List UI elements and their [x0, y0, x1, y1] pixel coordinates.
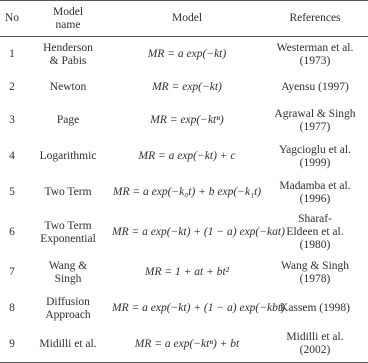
table-row: [0, 175, 368, 211]
header-no: No: [0, 1, 24, 37]
reference: Westerman et al. (1973): [276, 41, 354, 67]
row-number: 3: [9, 114, 15, 126]
model-name: Logarithmic: [39, 150, 97, 162]
table-row: [0, 73, 368, 103]
table-row: [0, 37, 368, 73]
row-number: 8: [9, 302, 15, 314]
model-equation: MR = a exp(−kt) + (1 − a) exp(−kbt): [112, 302, 285, 314]
model-equation: MR = exp(−kt): [152, 81, 222, 93]
model-name: Newton: [49, 81, 87, 93]
reference: Wang & Singh (1978): [280, 259, 350, 285]
row-number: 7: [9, 266, 15, 278]
header-model: Model: [112, 1, 262, 37]
table-row: [0, 327, 368, 363]
header-references: References: [262, 1, 368, 37]
row-number: 6: [9, 226, 15, 238]
model-name: Midilli et al.: [24, 327, 112, 363]
row-number: 2: [9, 81, 15, 93]
model-equation: MR = a exp(−kt): [147, 48, 227, 61]
model-name: Diffusion Approach: [45, 295, 91, 321]
table-row: [0, 103, 368, 139]
model-name: Two Term Exponential: [40, 219, 96, 245]
row-number: 1: [9, 48, 15, 61]
row-number: 5: [9, 186, 15, 198]
model-equation: MR = a exp(−kt) + c: [138, 150, 236, 162]
model-name: Page: [56, 114, 80, 126]
header-model-name: Model name: [24, 1, 112, 37]
reference: Midilli et al. (2002): [262, 327, 368, 363]
reference: Yagcioglu et al. (1999): [279, 143, 351, 169]
model-equation: MR = a exp(−k₀t) + b exp(−k₁t): [112, 186, 262, 198]
reference: Sharaf- Eldeen et al. (1980): [286, 213, 344, 251]
row-number: 9: [0, 327, 24, 363]
row-number: 4: [9, 150, 15, 162]
reference: Ayensu (1997): [281, 81, 349, 93]
table-row: [0, 211, 368, 255]
reference: Kassem (1998): [280, 302, 350, 314]
model-name: Wang & Singh: [48, 259, 88, 285]
reference: Madamba et al. (1996): [279, 179, 351, 205]
model-name: Two Term: [44, 186, 92, 198]
table-row: [0, 291, 368, 327]
model-equation: MR = a exp(−ktⁿ) + bt: [112, 327, 262, 363]
table-row: [0, 255, 368, 291]
reference: Agrawal & Singh (1977): [274, 107, 356, 133]
model-equation: MR = 1 + at + bt²: [144, 266, 230, 278]
model-name: Henderson & Pabis: [43, 41, 93, 67]
model-equation: MR = a exp(−kt) + (1 − a) exp(−kat): [112, 226, 285, 238]
header-row: [0, 1, 368, 37]
table-row: [0, 139, 368, 175]
model-equation: MR = exp(−ktⁿ): [150, 114, 224, 126]
